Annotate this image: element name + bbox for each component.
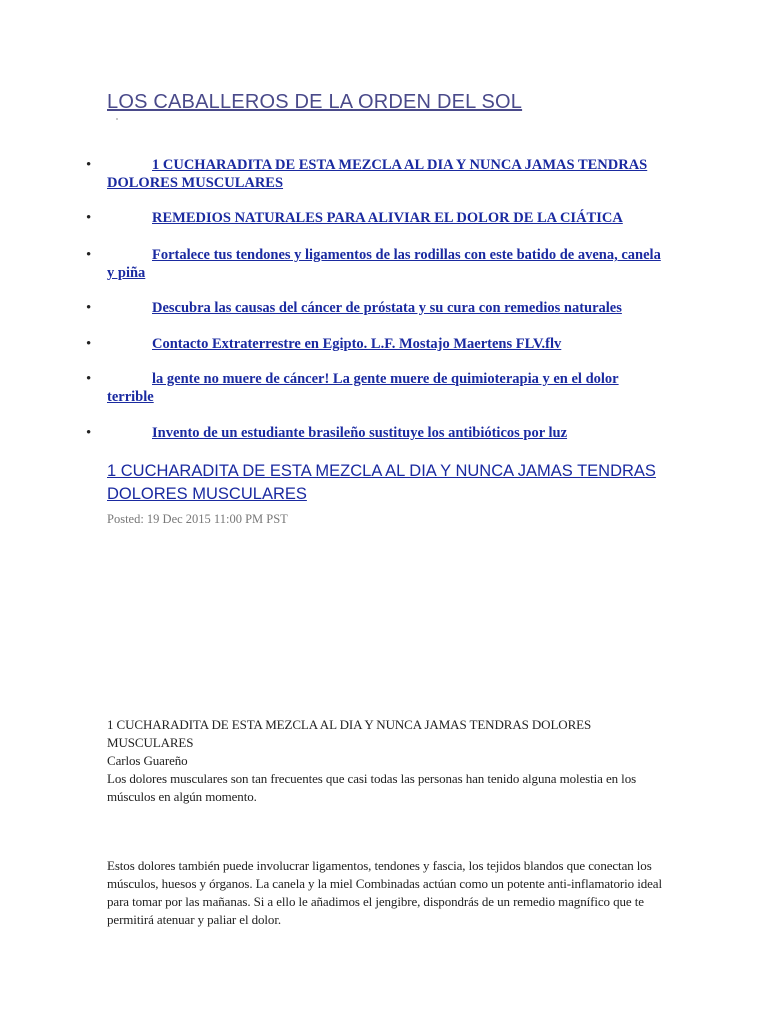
site-title[interactable]: LOS CABALLEROS DE LA ORDEN DEL SOL <box>107 91 523 113</box>
bullet-icon: • <box>86 247 92 263</box>
related-post-link[interactable]: REMEDIOS NATURALES PARA ALIVIAR EL DOLOR DE LA CIÁTICA <box>152 210 623 226</box>
post-body-intro <box>107 716 667 806</box>
bullet-icon: • <box>86 336 92 352</box>
post-author: Carlos Guareño <box>107 753 188 768</box>
related-post-link[interactable]: Contacto Extraterrestre en Egipto. L.F. Mostajo Maertens FLV.flv <box>152 336 562 352</box>
related-post-link[interactable]: Descubra las causas del cáncer de próstata y su cura con remedios naturales <box>152 300 622 316</box>
bullet-icon: • <box>86 371 92 387</box>
related-post-link[interactable]: Invento de un estudiante brasileño sustituye los antibióticos por luz <box>152 425 568 441</box>
related-post-link[interactable]: Fortalece tus tendones y ligamentos de las rodillas con este batido de avena, canela y piña <box>107 247 661 281</box>
post-body-heading: 1 CUCHARADITA DE ESTA MEZCLA AL DIA Y NUNCA JAMAS TENDRAS DOLORES MUSCULARES <box>107 717 592 750</box>
bullet-icon: • <box>86 210 92 226</box>
post-paragraph: Los dolores musculares son tan frecuentes que casi todas las personas han tenido alguna molestia en los músculos en algún momento. <box>107 771 637 804</box>
related-post-link[interactable]: la gente no muere de cáncer! La gente muere de quimioterapia y en el dolor terrible <box>107 371 619 405</box>
divider-mark <box>116 118 118 120</box>
post-body-continued <box>107 857 667 929</box>
bullet-icon: • <box>86 300 92 316</box>
post-paragraph: Estos dolores también puede involucrar ligamentos, tendones y fascia, los tejidos blandos que conectan los músculos, huesos y órganos. La canela y la miel Combinadas actúan como un potente anti-inflamatorio ideal para tomar por las mañanas. Si a ello le añadimos el jengibre, dispondrás de un remedio magnífico que te permitirá atenuar y paliar el dolor. <box>107 858 662 927</box>
bullet-icon: • <box>86 157 92 173</box>
post-title-link[interactable]: 1 CUCHARADITA DE ESTA MEZCLA AL DIA Y NUNCA JAMAS TENDRAS DOLORES MUSCULARES <box>107 462 656 503</box>
bullet-icon: • <box>86 425 92 441</box>
related-post-link[interactable]: 1 CUCHARADITA DE ESTA MEZCLA AL DIA Y NUNCA JAMAS TENDRAS DOLORES MUSCULARES <box>107 157 648 191</box>
post-date: Posted: 19 Dec 2015 11:00 PM PST <box>107 512 288 526</box>
